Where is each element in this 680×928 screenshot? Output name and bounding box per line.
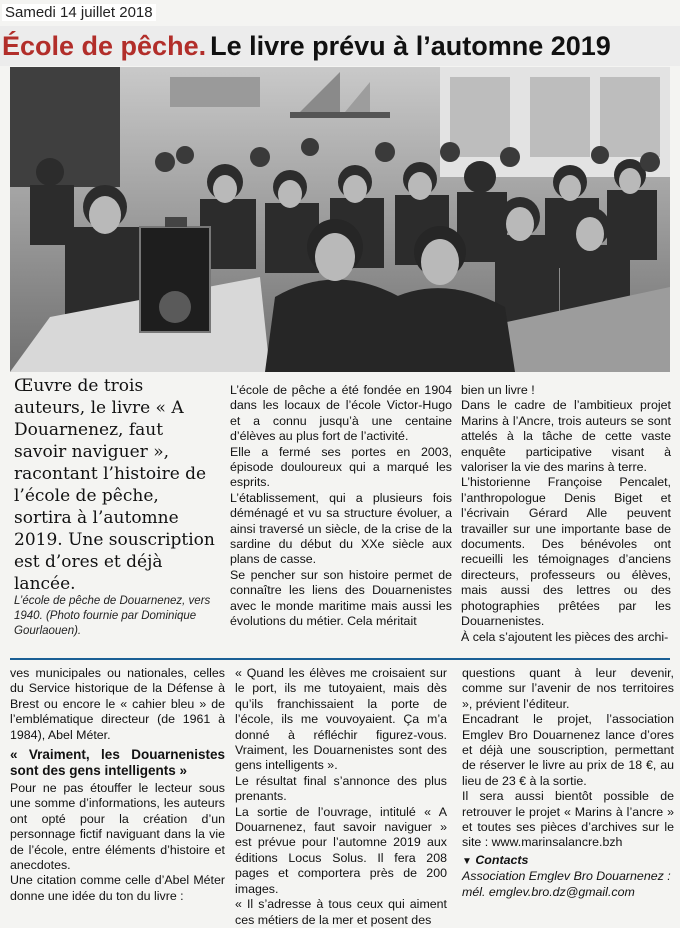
body-paragraph: Le résultat final s’annonce des plus prenants. <box>235 773 447 804</box>
contacts-heading <box>462 853 674 869</box>
section-divider <box>10 658 670 660</box>
body-paragraph: Dans le cadre de l’ambitieux projet Marins à l’Ancre, trois auteurs se sont attelés à la tâche de cette vaste enquête participative visant à valoriser la vie des marins à terre. <box>461 398 671 475</box>
body-paragraph: La sortie de l’ouvrage, intitulé « A Douarnenez, faut savoir naviguer » est prévue pour l’automne 2019 aux éditions Locus Solus. Il fera 208 pages et comportera près de 200 images. <box>235 804 447 896</box>
body-paragraph: L’école de pêche a été fondée en 1904 dans les locaux de l’école Victor-Hugo et a connu jusqu’à une centaine d’élèves au plus fort de l’activité. <box>230 383 452 444</box>
triangle-down-icon: ▼ <box>462 855 472 867</box>
body-paragraph: Elle a fermé ses portes en 2003, épisode douloureux qui a marqué les esprits. <box>230 444 452 490</box>
headline-kicker: École de pêche. <box>2 31 207 61</box>
publication-date: Samedi 14 juillet 2018 <box>2 4 156 21</box>
photo-caption: L’école de pêche de Douarnenez, vers 1940. (Photo fournie par Dominique Gourlaouen). <box>14 595 211 637</box>
body-paragraph: Il sera aussi bientôt possible de retrouver le projet « Marins à l’ancre » et toutes ses pièces d’archives sur le site : www.marinsalancre.bzh <box>462 789 674 850</box>
body-paragraph: Se pencher sur son histoire permet de connaître les liens des Douarnenistes avec le monde maritime mais aussi les évolutions du métier. Cela méritait <box>230 567 452 629</box>
body-paragraph: questions quant à leur devenir, comme sur l’avenir de nos territoires », prévient l’éditeur. <box>462 666 674 711</box>
body-paragraph: « Quand les élèves me croisaient sur le port, ils me tutoyaient, mais dès qu’ils franchissaient la porte de l’école, ils me vouvoyaient. Ça m’a donné à réfléchir figurez-vous. Vraiment, les Douarnenistes sont des gens intelligents ». <box>235 666 447 773</box>
contacts-organization: Association Emglev Bro Douarnenez : <box>462 869 671 884</box>
body-paragraph: Encadrant le projet, l’association Emglev Bro Douarnenez lance d’ores et déjà une souscription, permettant de réserver le livre au prix de 18 €, au lieu de 23 € à la sortie. <box>462 712 674 788</box>
body-paragraph: Pour ne pas étouffer le lecteur sous une somme d’informations, les auteurs ont opté pour la création d’un personnage fictif naviguant dans la vie de l’école, entre éléments d’histoire et anecdotes. <box>10 781 225 873</box>
headline <box>0 26 680 66</box>
subheading: « Vraiment, les Douarnenistes sont des gens intelligents » <box>10 747 225 779</box>
column-1 <box>230 383 452 630</box>
classroom-photo-illustration <box>10 67 670 372</box>
body-paragraph: ves municipales ou nationales, celles du Service historique de la Défense à Brest ou encore le « cahier bleu » de l’emblématique directeur (de 1961 à 1984), Abel Méter. <box>10 666 225 742</box>
archive-photo-classroom <box>10 67 670 372</box>
contacts-email[interactable]: mél. emglev.bro.dz@gmail.com <box>462 884 635 899</box>
column-2 <box>461 383 671 645</box>
body-paragraph: À cela s’ajoutent les pièces des archi- <box>461 629 669 644</box>
body-paragraph: « Il s’adresse à tous ceux qui aiment ces métiers de la mer et posent des <box>235 897 447 927</box>
lead-paragraph: Œuvre de trois auteurs, le livre « A Douarnenez, faut savoir naviguer », racontant l’histoire de l’école de pêche, sortira à l’automne 2019. Une souscription est d’ores et déjà lancée. <box>14 376 215 594</box>
body-paragraph: L’établissement, qui a plusieurs fois déménagé et vu sa structure évoluer, a ainsi traversé un siècle, de la crise de la sardine du début du XXe siècle aux plans de casse. <box>230 490 452 567</box>
column-4 <box>235 666 447 928</box>
body-paragraph: Une citation comme celle d’Abel Méter donne une idée du ton du livre : <box>10 873 225 903</box>
headline-title: Le livre prévu à l’automne 2019 <box>210 31 611 61</box>
column-3 <box>10 666 225 904</box>
body-paragraph: L’historienne Françoise Pencalet, l’anthropologue Denis Biget et l’écrivain Gérard Alle peuvent travailler sur une importante base de documents. Des bénévoles ont recueilli les témoignages d’anciens directeurs, professeurs ou élèves, mais aussi des lettres ou des photographies prêtées par les Douarnenistes. <box>461 475 671 629</box>
contacts-label: Contacts <box>475 852 529 867</box>
body-paragraph: bien un livre ! <box>461 383 535 397</box>
column-5 <box>462 666 674 900</box>
